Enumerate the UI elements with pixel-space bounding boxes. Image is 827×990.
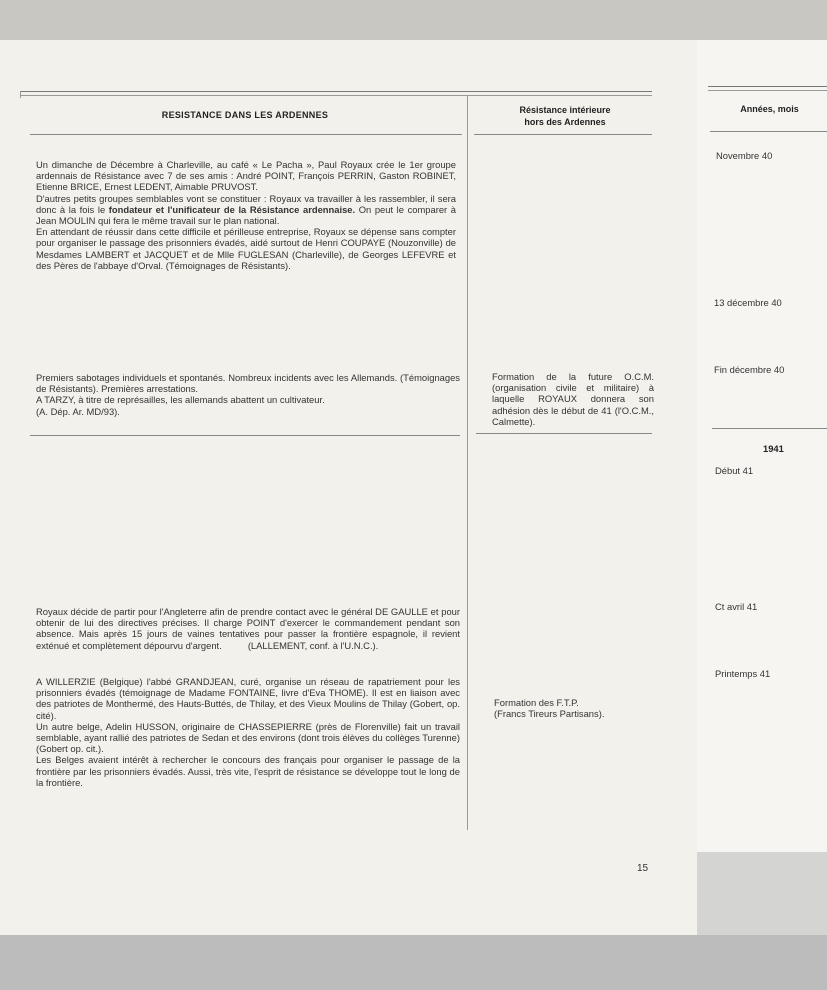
header-underline-left — [30, 134, 462, 135]
entry-paragraph: D'autres petits groupes semblables vont se constituer : Royaux va travailler à les rassembler, il sera donc à la fois le fondateur et l'unificateur de la Résistance ardennaise. On peut le comparer à Jean MOULIN qui fera le même travail sur le plan national. — [36, 192, 457, 227]
section-rule-right — [712, 428, 827, 429]
entry-paragraph: (A. Dép. Ar. MD/93). — [36, 405, 120, 417]
scan-top-band — [0, 0, 827, 40]
year-label: 1941 — [763, 443, 784, 454]
date-label: Printemps 41 — [715, 668, 771, 679]
column-header-middle — [475, 104, 655, 128]
column-header-middle-line1: Résistance intérieure — [519, 105, 611, 115]
scan-right-shadow — [697, 852, 827, 935]
table-top-rule-2 — [20, 95, 652, 96]
entry-paragraph: Un dimanche de Décembre à Charleville, au café « Le Pacha », Paul Royaux crée le 1er groupe ardennais de Résistance avec 7 de ses amis : André POINT, François PERRIN, Gaston ROBINET, Etienne BRICE, Ernest LEDENT, Aimable PRUVOST. — [36, 159, 456, 193]
date-label: Novembre 40 — [716, 150, 773, 161]
section-rule-middle — [476, 433, 652, 434]
scan-bottom-band — [0, 935, 827, 990]
entry-paragraph: Les Belges avaient intérêt à rechercher le concours des français pour organiser le passage de la frontière par les prisonniers évadés. Aussi, très vite, l'esprit de résistance se développe tout le long de la frontière. — [36, 754, 460, 788]
entry-paragraph: Premiers sabotages individuels et spontanés. Nombreux incidents avec les Allemands. (Témoignages de Résistants). Premières arrestations. — [36, 372, 460, 395]
entry-willerzie — [36, 676, 460, 788]
right-page — [697, 40, 827, 852]
emphasis-text: fondateur et l'unificateur de la Résistance ardennaise. — [108, 203, 356, 215]
right-top-rule — [708, 86, 827, 87]
entry-royaux-angleterre — [36, 606, 460, 651]
column-header-middle-line2: hors des Ardennes — [524, 117, 606, 127]
date-label: Ct avril 41 — [715, 601, 758, 612]
column-header-right: Années, mois — [740, 104, 799, 114]
right-top-rule-2 — [708, 90, 827, 91]
ftp-line2: (Francs Tireurs Partisans). — [494, 708, 605, 720]
entry-paragraph: A TARZY, à titre de représailles, les allemands abattent un cultivateur. — [36, 394, 325, 406]
page-number: 15 — [637, 863, 649, 874]
entry-sabotages — [36, 372, 460, 417]
table-top-rule — [20, 91, 652, 92]
middle-ftp-entry — [494, 697, 656, 719]
date-label: Début 41 — [715, 465, 754, 476]
entry-paragraph: En attendant de réussir dans cette difficile et périlleuse entreprise, Royaux se dépense sans compter pour organiser le passage des prisonniers évadés, aidé surtout de Henri COUPAYE (Nouzonville) de Mesdames LAMBERT et JACQUET et de Mlle FUGLESAN (Charleville), de Georges LEFEVRE et des Pères de l'abbaye d'Orval. (Témoignages de Résistants). — [36, 226, 456, 271]
entry-paragraph: Un autre belge, Adelin HUSSON, originaire de CHASSEPIERRE (près de Florenville) fait un travail semblable, ayant rallié des patriotes de Sedan et des environs (dont trois élèves du collèges Turenne) (Gobert op. cit.). — [36, 720, 460, 755]
date-label: 13 décembre 40 — [714, 297, 782, 308]
ftp-line1: Formation des F.T.P. — [494, 697, 579, 708]
column-divider-1 — [467, 95, 468, 830]
header-underline-right — [710, 131, 827, 132]
date-label: Fin décembre 40 — [714, 364, 785, 375]
entry-paragraph: Royaux décide de partir pour l'Angleterre afin de prendre contact avec le général DE GAULLE et pour obtenir de lui des directives précises. Il charge POINT d'exercer le commandement pendant son absence. Mais après 15 jours de vaines tentatives pour passer la frontière espagnole, il revient exténué et complètement dépourvu d'argent. (LALLEMENT, conf. à l'U.N.C.). — [36, 606, 460, 651]
source-citation: (LALLEMENT, conf. à l'U.N.C.). — [247, 639, 379, 651]
section-rule-left — [30, 435, 460, 436]
left-edge-tick — [20, 91, 21, 98]
entry-paragraph: A WILLERZIE (Belgique) l'abbé GRANDJEAN, curé, organise un réseau de rapatriement pour les prisonniers évadés (témoignage de Madame FONTAINE, livre d'Eva THOME). Il est en liaison avec des patriotes de Monthermé, des Hauts-Buttés, de Thilay, et des Vieux Moulins de Thilay (Gobert, op. cité). — [36, 676, 460, 721]
middle-ocm-entry: Formation de la future O.C.M. (organisation civile et militaire) à laquelle ROYAUX donnera son adhésion dès le début de 41 (l'O.C.M., Calmette). — [492, 371, 654, 427]
column-header-left: RESISTANCE DANS LES ARDENNES — [161, 110, 329, 120]
entry-first-group — [36, 159, 456, 271]
header-underline-middle — [474, 134, 652, 135]
